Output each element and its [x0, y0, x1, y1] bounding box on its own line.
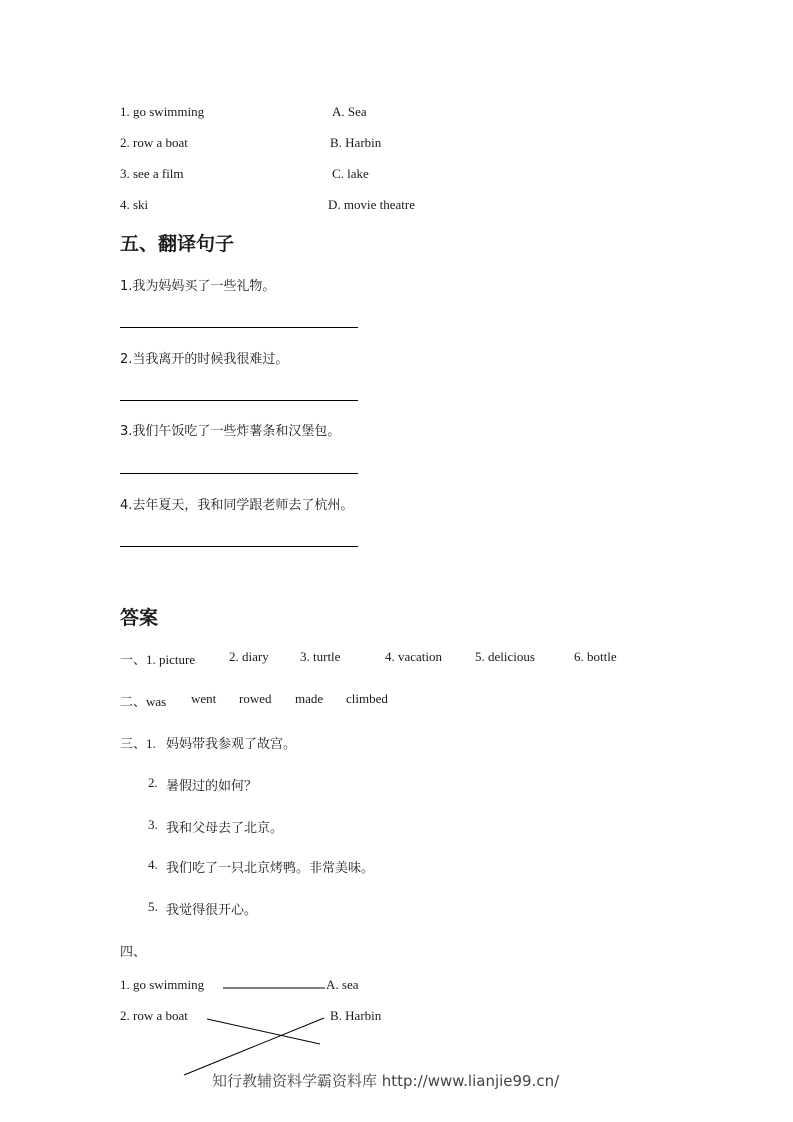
answer1-word: 6. bottle: [574, 649, 617, 664]
match-line-3: [184, 1018, 324, 1075]
match-right-b: B. Harbin: [330, 135, 382, 150]
answer3-item-5: 我觉得很开心。: [166, 903, 258, 918]
footer-watermark: 知行教辅资料学霸资料库 http://www.lianjie99.cn/: [212, 1072, 560, 1090]
match-right-c: C. lake: [332, 166, 369, 181]
translate-item-4: 4.去年夏天，我和同学跟老师去了杭州。: [120, 498, 354, 513]
match-left-2: 2. row a boat: [120, 135, 188, 150]
match-right-a: A. Sea: [332, 104, 367, 119]
answer3-prefix: 三、1.: [120, 736, 156, 751]
answer3-num: 5.: [148, 899, 158, 914]
match-left-3: 3. see a film: [120, 166, 184, 181]
answer3-item-3: 我和父母去了北京。: [166, 821, 284, 836]
answer2-first: 二、was: [120, 694, 167, 709]
match-left-1: 1. go swimming: [120, 104, 205, 119]
answer1-word: 3. turtle: [300, 649, 341, 664]
answer1-word: 5. delicious: [475, 649, 535, 664]
answer4-right-b: B. Harbin: [330, 1008, 382, 1023]
match-line-2: [207, 1019, 320, 1044]
answer3-item-1: 妈妈带我参观了故宫。: [166, 737, 297, 752]
answer1-word: 2. diary: [229, 649, 269, 664]
answer4-right-a: A. sea: [326, 977, 359, 992]
match-left-4: 4. ski: [120, 197, 149, 212]
answer1-first: 一、1. picture: [120, 652, 196, 667]
translate-item-2: 2.当我离开的时候我很难过。: [120, 352, 289, 367]
match-right-d: D. movie theatre: [328, 197, 415, 212]
answer3-item-2: 暑假过的如何？: [166, 779, 258, 794]
answer4-label: 四、: [120, 945, 147, 960]
answer2-word: made: [295, 691, 324, 706]
answer4-left-1: 1. go swimming: [120, 977, 205, 992]
answers-heading: 答案: [120, 607, 159, 629]
answer3-num: 2.: [148, 775, 158, 790]
answer2-word: went: [191, 691, 217, 706]
answer3-num: 3.: [148, 817, 158, 832]
answer2-word: rowed: [239, 691, 272, 706]
answer4-left-2: 2. row a boat: [120, 1008, 188, 1023]
answer3-num: 4.: [148, 857, 158, 872]
translate-item-1: 1.我为妈妈买了一些礼物。: [120, 279, 276, 294]
translate-item-3: 3.我们午饭吃了一些炸薯条和汉堡包。: [120, 424, 341, 439]
answer3-item-4: 我们吃了一只北京烤鸭。非常美味。: [166, 861, 375, 876]
answer2-word: climbed: [346, 691, 388, 706]
answer1-word: 4. vacation: [385, 649, 443, 664]
section5-heading: 五、翻译句子: [120, 233, 235, 255]
